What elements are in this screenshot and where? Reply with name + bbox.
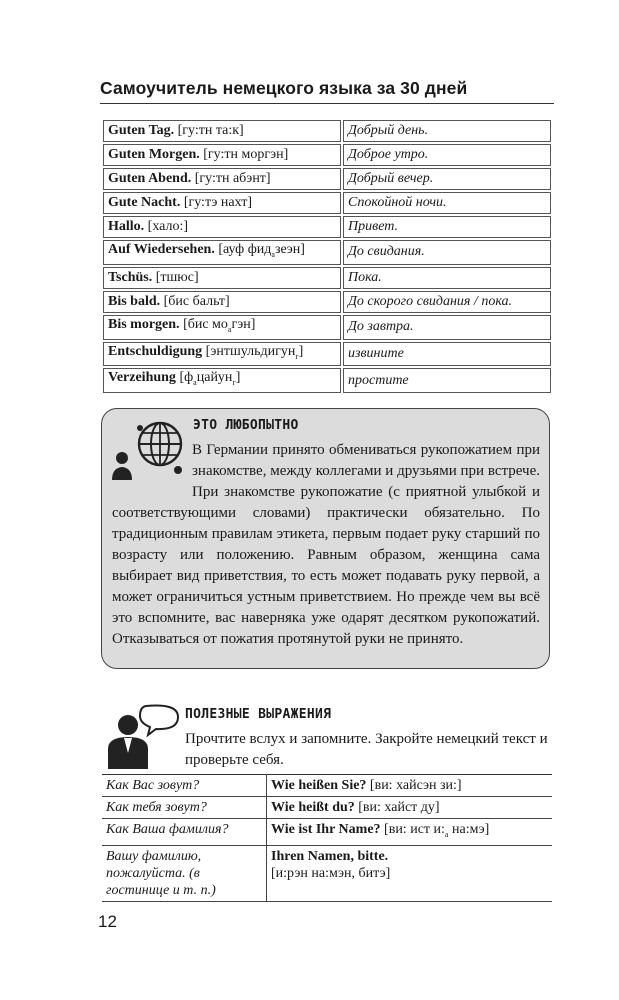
pronunciation: ] [235, 370, 241, 386]
german-phrase [267, 797, 553, 819]
russian-translation: Добрый день. [343, 120, 551, 142]
table-row [103, 291, 551, 313]
pronunciation: цайун [196, 370, 233, 386]
pronunciation: [ви: хайст ду] [354, 800, 440, 815]
german-word: Hallo. [108, 219, 145, 234]
german-phrase [103, 291, 341, 313]
pronunciation: [ауф фид [214, 242, 272, 257]
german-word: Bis bald. [108, 293, 161, 309]
pronunciation: [ви: хайсэн зи:] [366, 778, 462, 793]
russian-translation: До завтра. [343, 315, 551, 340]
pronunciation: [гу:тн та:к] [174, 123, 244, 138]
german-phrase [103, 342, 341, 367]
russian-phrase: Как тебя зовут? [102, 797, 267, 819]
german-word: Verzeihung [108, 370, 176, 386]
table-row [102, 797, 552, 819]
pronunciation-subscript: а [227, 324, 232, 334]
pronunciation-subscript: а [444, 829, 449, 839]
phrases-table [102, 774, 552, 902]
pronunciation: зеэн] [274, 242, 305, 257]
german-word: Wie ist Ihr Name? [271, 822, 381, 837]
pronunciation: [гу:тэ нахт] [180, 195, 253, 210]
german-word: Guten Tag. [108, 123, 175, 138]
russian-phrase: Вашу фамилию, пожалуйста. (в гостинице и т. п.) [102, 845, 267, 901]
pronunciation: [ф [175, 370, 194, 386]
table-row [103, 315, 551, 340]
german-phrase [103, 216, 341, 238]
german-phrase [267, 819, 553, 846]
german-phrase [267, 845, 553, 901]
phrases-instruction: Прочтите вслух и запомните. Закройте немецкий текст и проверьте себя. [185, 731, 548, 768]
pronunciation: [тшюс] [152, 269, 199, 285]
table-row [103, 267, 551, 289]
table-row [103, 240, 551, 265]
german-word: Auf Wiedersehen. [108, 242, 215, 257]
pronunciation-subscript: а [271, 249, 275, 259]
pronunciation: ] [298, 343, 304, 359]
german-phrase [103, 120, 341, 142]
pronunciation: на:мэ] [448, 822, 490, 837]
pronunciation: [гу:тн моргэн] [199, 147, 289, 162]
russian-translation: Спокойной ночи. [343, 192, 551, 214]
pronunciation-subscript: г [232, 378, 236, 388]
pronunciation: [бис мо [179, 316, 228, 332]
german-word: Gute Nacht. [108, 195, 181, 210]
page-header: Самоучитель немецкого языка за 30 дней [100, 78, 554, 104]
table-row [103, 192, 551, 214]
russian-translation: Доброе утро. [343, 144, 551, 166]
pronunciation: [гу:тн абэнт] [191, 171, 271, 186]
russian-translation: извините [343, 342, 551, 367]
russian-phrase: Как Ваша фамилия? [102, 819, 267, 846]
pronunciation: [энтшульдигун [202, 343, 296, 359]
german-phrase [103, 192, 341, 214]
greetings-table [101, 118, 553, 395]
german-phrase [103, 168, 341, 190]
russian-translation: Пока. [343, 267, 551, 289]
russian-translation: До скорого свидания / пока. [343, 291, 551, 313]
pronunciation: [и:рэн на:мэн, битэ] [271, 865, 391, 881]
german-word: Bis morgen. [108, 316, 180, 332]
pronunciation: [хало:] [144, 219, 189, 234]
fact-box-text: В Германии принято обмениваться рукопожатием при знакомстве, между коллегами и друзьями при встрече. При знакомстве рукопожатие (с приятной улыбкой и соответствующими словами) практически обязательно. По традиционным правилам этикета, первым подает руку старший по возрасту или положению. Равным образом, женщина сама выбирает вид приветствия, то есть может подавать руку первой, а может ограничиться устным приветствием. Но прежде чем вы всё это вспомните, вас наверняка уже одарят десятком рукопожатий. Отказываться от пожатия протянутой руки не принято. [112, 442, 540, 647]
phrases-title: ПОЛЕЗНЫЕ ВЫРАЖЕНИЯ [185, 707, 332, 722]
pronunciation: гэн] [231, 316, 256, 332]
russian-translation: Привет. [343, 216, 551, 238]
russian-translation: простите [343, 368, 551, 393]
german-word: Entschuldigung [108, 343, 203, 359]
table-row [103, 144, 551, 166]
german-word: Guten Morgen. [108, 147, 200, 162]
german-word: Guten Abend. [108, 171, 192, 186]
table-row [103, 342, 551, 367]
table-row [102, 845, 552, 901]
german-phrase [103, 267, 341, 289]
table-row [103, 216, 551, 238]
pronunciation-subscript: г [295, 351, 299, 361]
german-word: Wie heißen Sie? [271, 778, 367, 793]
table-row [102, 775, 552, 797]
table-row [103, 368, 551, 393]
russian-translation: До свидания. [343, 240, 551, 265]
russian-phrase: Как Вас зовут? [102, 775, 267, 797]
russian-translation: Добрый вечер. [343, 168, 551, 190]
table-row [102, 819, 552, 846]
german-phrase [103, 315, 341, 340]
table-row [103, 168, 551, 190]
table-row [103, 120, 551, 142]
german-word: Wie heißt du? [271, 800, 355, 815]
german-phrase [103, 144, 341, 166]
german-phrase [103, 368, 341, 393]
page-number: 12 [98, 912, 117, 931]
pronunciation: [бис бальт] [160, 293, 230, 309]
german-phrase [103, 240, 341, 265]
german-phrase [267, 775, 553, 797]
pronunciation-subscript: а [193, 378, 197, 388]
german-word: Ihren Namen, bitte. [271, 848, 389, 864]
german-word: Tschüs. [108, 269, 153, 285]
fact-box-title: ЭТО ЛЮБОПЫТНО [193, 418, 299, 433]
person-speech-icon [104, 703, 180, 769]
pronunciation: [ви: ист и: [380, 822, 445, 837]
